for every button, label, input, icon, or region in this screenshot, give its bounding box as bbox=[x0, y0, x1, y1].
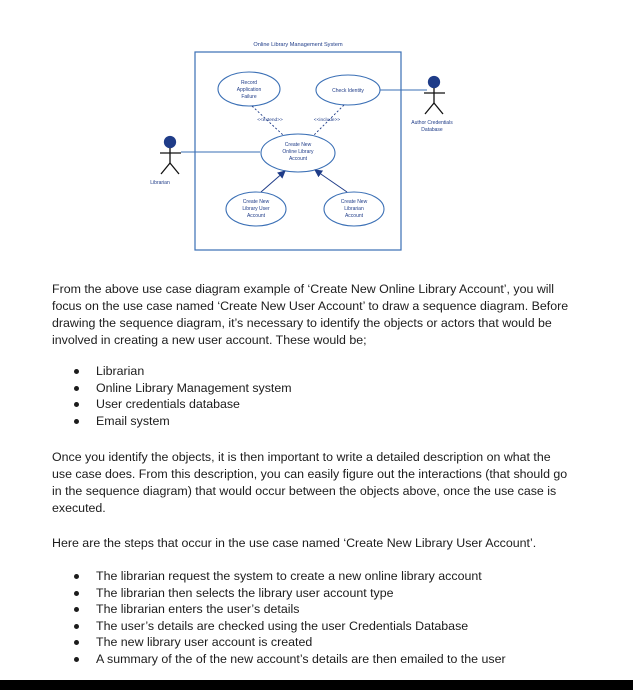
use-case-check-identity bbox=[316, 75, 380, 105]
database-actor-label: Database bbox=[421, 127, 443, 133]
list-item: User credentials database bbox=[70, 396, 292, 413]
database-actor-icon bbox=[424, 77, 445, 115]
list-item: The librarian request the system to create a new online library account bbox=[70, 568, 506, 585]
use-case-diagram bbox=[0, 0, 633, 270]
list-item: Online Library Management system bbox=[70, 380, 292, 397]
use-case-record-failure bbox=[218, 72, 280, 106]
use-case-label: Online Library bbox=[282, 149, 314, 155]
use-case-label: Create New bbox=[242, 199, 270, 205]
use-case-label: Create New bbox=[284, 142, 312, 148]
librarian-actor-label: Librarian bbox=[150, 180, 170, 186]
list-item: The user’s details are checked using the user Credentials Database bbox=[70, 618, 506, 635]
extend-label: <<extend>> bbox=[257, 118, 283, 123]
use-case-create-online-account bbox=[261, 134, 335, 172]
intro-paragraph: From the above use case diagram example of ‘Create New Online Library Account’, you will focus on the use case named ‘Create New User Account’ to draw a sequence diagram. Before drawing the sequence diagram, it’s necessary to identify the objects or actors that would be involved in creating a new user account. These would be; bbox=[52, 282, 569, 347]
use-case-label: Librarian bbox=[344, 206, 364, 212]
bottom-bar bbox=[0, 680, 633, 690]
system-title: Online Library Management System bbox=[253, 42, 343, 48]
list-item: The new library user account is created bbox=[70, 634, 506, 651]
steps-list bbox=[70, 568, 506, 668]
use-case-label: Create New bbox=[340, 199, 368, 205]
use-case-create-user-account bbox=[226, 192, 286, 226]
generalization-arrow bbox=[315, 170, 347, 192]
generalization-arrow bbox=[261, 171, 285, 192]
use-case-label: Library User bbox=[242, 206, 270, 212]
database-actor-label: Author Credentials bbox=[411, 120, 453, 126]
description-paragraph: Once you identify the objects, it is then important to write a detailed description on what the use case does. From this description, you can easily figure out the interactions (that should go in the sequence diagram) that would occur between the objects above, once the use case is executed. bbox=[52, 450, 568, 515]
use-case-label: Record bbox=[240, 80, 258, 86]
include-label: <<include>> bbox=[313, 118, 341, 123]
use-case-label: Failure bbox=[241, 94, 257, 100]
objects-list bbox=[70, 363, 292, 429]
list-item: A summary of the of the new account’s details are then emailed to the user bbox=[70, 651, 506, 668]
use-case-create-librarian-account bbox=[324, 192, 384, 226]
list-item: Librarian bbox=[70, 363, 292, 380]
use-case-label: Account bbox=[288, 156, 308, 162]
use-case-label: Application bbox=[236, 87, 262, 93]
list-item: Email system bbox=[70, 413, 292, 430]
list-item: The librarian enters the user’s details bbox=[70, 601, 506, 618]
list-item: The librarian then selects the library user account type bbox=[70, 585, 506, 602]
steps-intro: Here are the steps that occur in the use case named ‘Create New Library User Account’. bbox=[52, 536, 537, 550]
use-case-label: Account bbox=[344, 213, 364, 219]
librarian-actor-icon bbox=[160, 137, 181, 175]
use-case-label: Account bbox=[246, 213, 266, 219]
use-case-label: Check Identity bbox=[332, 88, 364, 94]
